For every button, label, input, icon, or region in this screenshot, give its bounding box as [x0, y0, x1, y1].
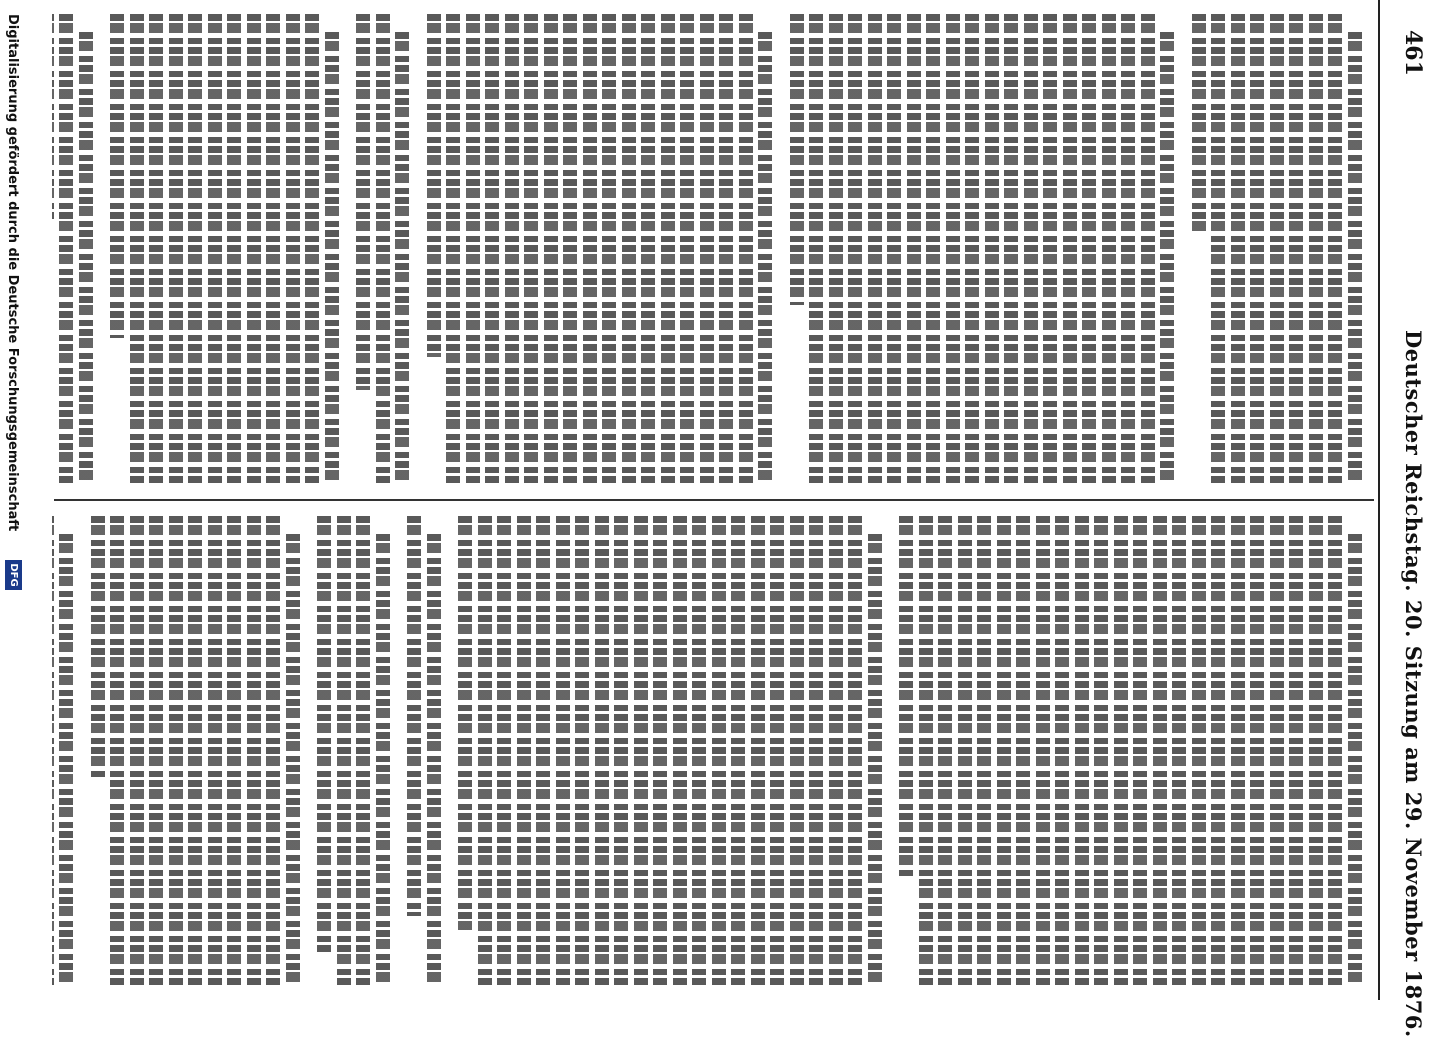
text-line [337, 516, 351, 986]
text-line [79, 32, 93, 484]
text-line [1122, 14, 1136, 484]
text-line [544, 14, 558, 484]
text-line [1024, 14, 1038, 484]
text-line [810, 14, 824, 484]
text-line [642, 14, 656, 484]
text-line [150, 516, 164, 986]
text-line [52, 516, 54, 986]
text-line [91, 516, 105, 779]
text-line [700, 14, 714, 484]
text-line [267, 516, 281, 986]
text-line [1212, 14, 1226, 484]
text-line [732, 516, 746, 986]
text-line [673, 516, 687, 986]
text-line [622, 14, 636, 484]
text-line [189, 14, 203, 484]
text-line [1270, 516, 1284, 986]
text-line [189, 516, 203, 986]
text-line [208, 14, 222, 484]
text-line [357, 14, 371, 390]
text-line [958, 516, 972, 986]
text-line [537, 516, 551, 986]
digitization-note: Digitalisierung gefördert durch die Deutsche Forschungsgemeinschaft [5, 14, 20, 532]
text-line [583, 14, 597, 484]
paragraph-gap [882, 516, 894, 986]
text-line [1173, 516, 1187, 986]
text-line [376, 14, 390, 484]
page-number: 461 [1400, 30, 1426, 76]
text-line [228, 516, 242, 986]
text-line [1348, 534, 1362, 986]
text-line [693, 516, 707, 986]
text-line [52, 14, 54, 221]
text-line [868, 534, 882, 986]
text-line [1251, 516, 1265, 986]
text-line [325, 32, 339, 484]
paragraph-gap [441, 516, 453, 986]
text-column-left [52, 14, 1362, 484]
text-line [720, 14, 734, 484]
text-line [849, 14, 863, 484]
text-line [1153, 516, 1167, 986]
text-line [286, 534, 300, 986]
text-line [927, 14, 941, 484]
text-line [60, 14, 74, 484]
running-title: Deutscher Reichstag. 20. Sitzung am 29. November 1876. [1401, 330, 1426, 1038]
text-line [1075, 516, 1089, 986]
text-line [498, 516, 512, 986]
text-line [1192, 516, 1206, 986]
text-line [712, 516, 726, 986]
text-line [1231, 14, 1245, 484]
text-line [829, 516, 843, 986]
text-line [654, 516, 668, 986]
text-line [790, 516, 804, 986]
text-line [169, 516, 183, 986]
text-line [306, 14, 320, 484]
text-line [408, 516, 422, 916]
text-line [466, 14, 480, 484]
text-line [849, 516, 863, 986]
text-line [615, 516, 629, 986]
text-line [286, 14, 300, 484]
paragraph-gap [74, 516, 86, 986]
header-rule [1378, 0, 1380, 1000]
text-line [634, 516, 648, 986]
text-line [505, 14, 519, 484]
text-line [150, 14, 164, 484]
text-line [888, 14, 902, 484]
paragraph-gap [773, 14, 785, 484]
paragraph-gap [339, 14, 351, 484]
text-line [1056, 516, 1070, 986]
text-line [247, 14, 261, 484]
text-line [357, 516, 371, 986]
text-line [771, 516, 785, 986]
text-line [939, 516, 953, 986]
text-line [739, 14, 753, 484]
text-line [1083, 14, 1097, 484]
text-line [978, 516, 992, 986]
text-line [1044, 14, 1058, 484]
text-line [1063, 14, 1077, 484]
text-line [900, 516, 914, 878]
text-line [661, 14, 675, 484]
text-line [1114, 516, 1128, 986]
text-line [111, 14, 125, 338]
text-line [946, 14, 960, 484]
text-line [829, 14, 843, 484]
text-line [1141, 14, 1155, 484]
text-line [868, 14, 882, 484]
text-line [525, 14, 539, 484]
text-line [1095, 516, 1109, 986]
paragraph-gap [1175, 14, 1187, 484]
text-line [486, 14, 500, 484]
text-line [111, 516, 125, 986]
paragraph-gap [93, 14, 105, 484]
paragraph-gap [300, 516, 312, 986]
text-line [759, 32, 773, 484]
text-line [1348, 32, 1362, 484]
text-line [208, 516, 222, 986]
text-line [267, 14, 281, 484]
text-line [1309, 516, 1323, 986]
text-line [810, 516, 824, 986]
text-line [1134, 516, 1148, 986]
text-line [985, 14, 999, 484]
text-line [130, 14, 144, 484]
text-line [427, 14, 441, 357]
text-line [1036, 516, 1050, 986]
text-line [1309, 14, 1323, 484]
text-line [919, 516, 933, 986]
text-line [790, 14, 804, 305]
text-line [247, 516, 261, 986]
text-line [907, 14, 921, 484]
paragraph-gap [390, 516, 402, 986]
text-line [1270, 14, 1284, 484]
text-line [966, 14, 980, 484]
text-line [130, 516, 144, 986]
text-line [576, 516, 590, 986]
text-line [1251, 14, 1265, 484]
text-column-right [52, 516, 1362, 986]
text-line [427, 534, 441, 986]
text-line [751, 516, 765, 986]
text-line [681, 14, 695, 484]
text-line [564, 14, 578, 484]
text-line [60, 534, 74, 986]
text-line [1192, 14, 1206, 235]
text-line [396, 32, 410, 484]
text-line [1102, 14, 1116, 484]
text-line [1329, 516, 1343, 986]
text-line [517, 516, 531, 986]
dfg-logo-icon: DFG [5, 560, 22, 590]
text-line [459, 516, 473, 930]
paragraph-gap [410, 14, 422, 484]
text-line [595, 516, 609, 986]
text-line [318, 516, 332, 953]
text-line [1329, 14, 1343, 484]
text-line [603, 14, 617, 484]
text-line [169, 14, 183, 484]
text-line [1290, 14, 1304, 484]
digitization-footer [0, 0, 24, 1000]
text-line [376, 534, 390, 986]
text-line [447, 14, 461, 484]
text-line [1017, 516, 1031, 986]
text-line [478, 516, 492, 986]
text-line [1005, 14, 1019, 484]
text-line [228, 14, 242, 484]
text-line [1290, 516, 1304, 986]
text-line [1212, 516, 1226, 986]
text-line [556, 516, 570, 986]
text-line [1231, 516, 1245, 986]
column-divider [54, 499, 1374, 501]
text-line [1161, 32, 1175, 484]
text-line [997, 516, 1011, 986]
